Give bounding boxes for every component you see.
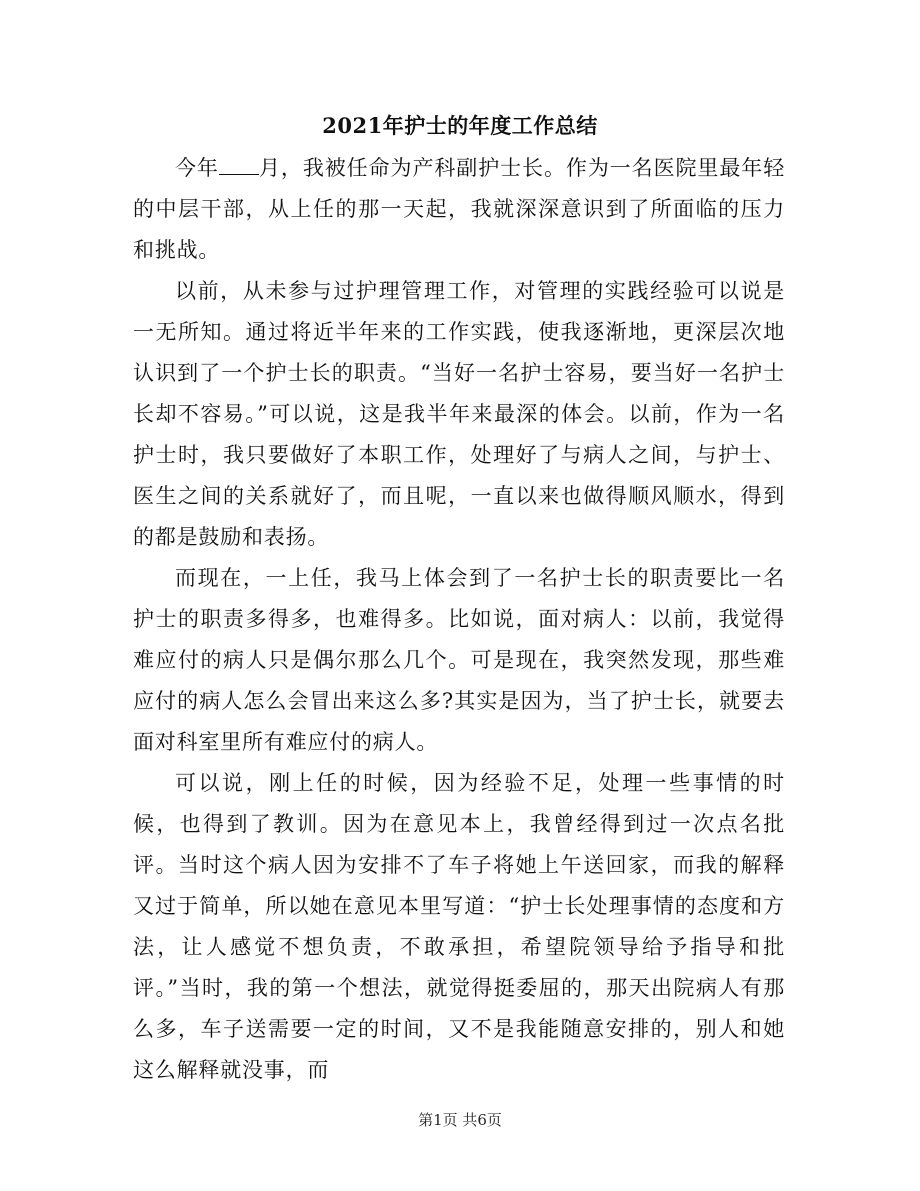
document-body	[133, 148, 785, 1091]
paragraph-1-rest: 月，我被任命为产科副护士长。作为一名医院里最年轻的中层干部，从上任的那一天起，我就深深意识到了所面临的压力和挑战。	[133, 156, 785, 262]
paragraph-1	[133, 148, 785, 271]
page-footer: 第1页 共6页	[418, 1111, 502, 1129]
paragraph-4: 可以说，刚上任的时候，因为经验不足，处理一些事情的时候，也得到了教训。因为在意见本上，我曾经得到过一次点名批评。当时这个病人因为安排不了车子将她上午送回家，而我的解释又过于简单，所以她在意见本里写道：“护士长处理事情的态度和方法，让人感觉不想负责，不敢承担，希望院领导给予指导和批评。”当时，我的第一个想法，就觉得挺委屈的，那天出院病人有那么多，车子送需要一定的时间，又不是我能随意安排的，别人和她这么解释就没事，而	[133, 771, 785, 1082]
paragraph-3: 而现在，一上任，我马上体会到了一名护士长的职责要比一名护士的职责多得多，也难得多。比如说，面对病人：以前，我觉得难应付的病人只是偶尔那么几个。可是现在，我突然发现，那些难应付的病人怎么会冒出来这么多?其实是因为，当了护士长，就要去面对科室里所有难应付的病人。	[133, 566, 785, 754]
fill-in-blank	[219, 153, 259, 175]
document-title: 2021年护士的年度工作总结	[322, 113, 598, 138]
paragraph-1-start: 今年	[175, 156, 219, 180]
paragraph-2: 以前，从未参与过护理管理工作，对管理的实践经验可以说是一无所知。通过将近半年来的工作实践，使我逐渐地，更深层次地认识到了一个护士长的职责。“当好一名护士容易，要当好一名护士长却不容易。”可以说，这是我半年来最深的体会。以前，作为一名护士时，我只要做好了本职工作，处理好了与病人之间，与护士、医生之间的关系就好了，而且呢，一直以来也做得顺风顺水，得到的都是鼓励和表扬。	[133, 279, 785, 549]
